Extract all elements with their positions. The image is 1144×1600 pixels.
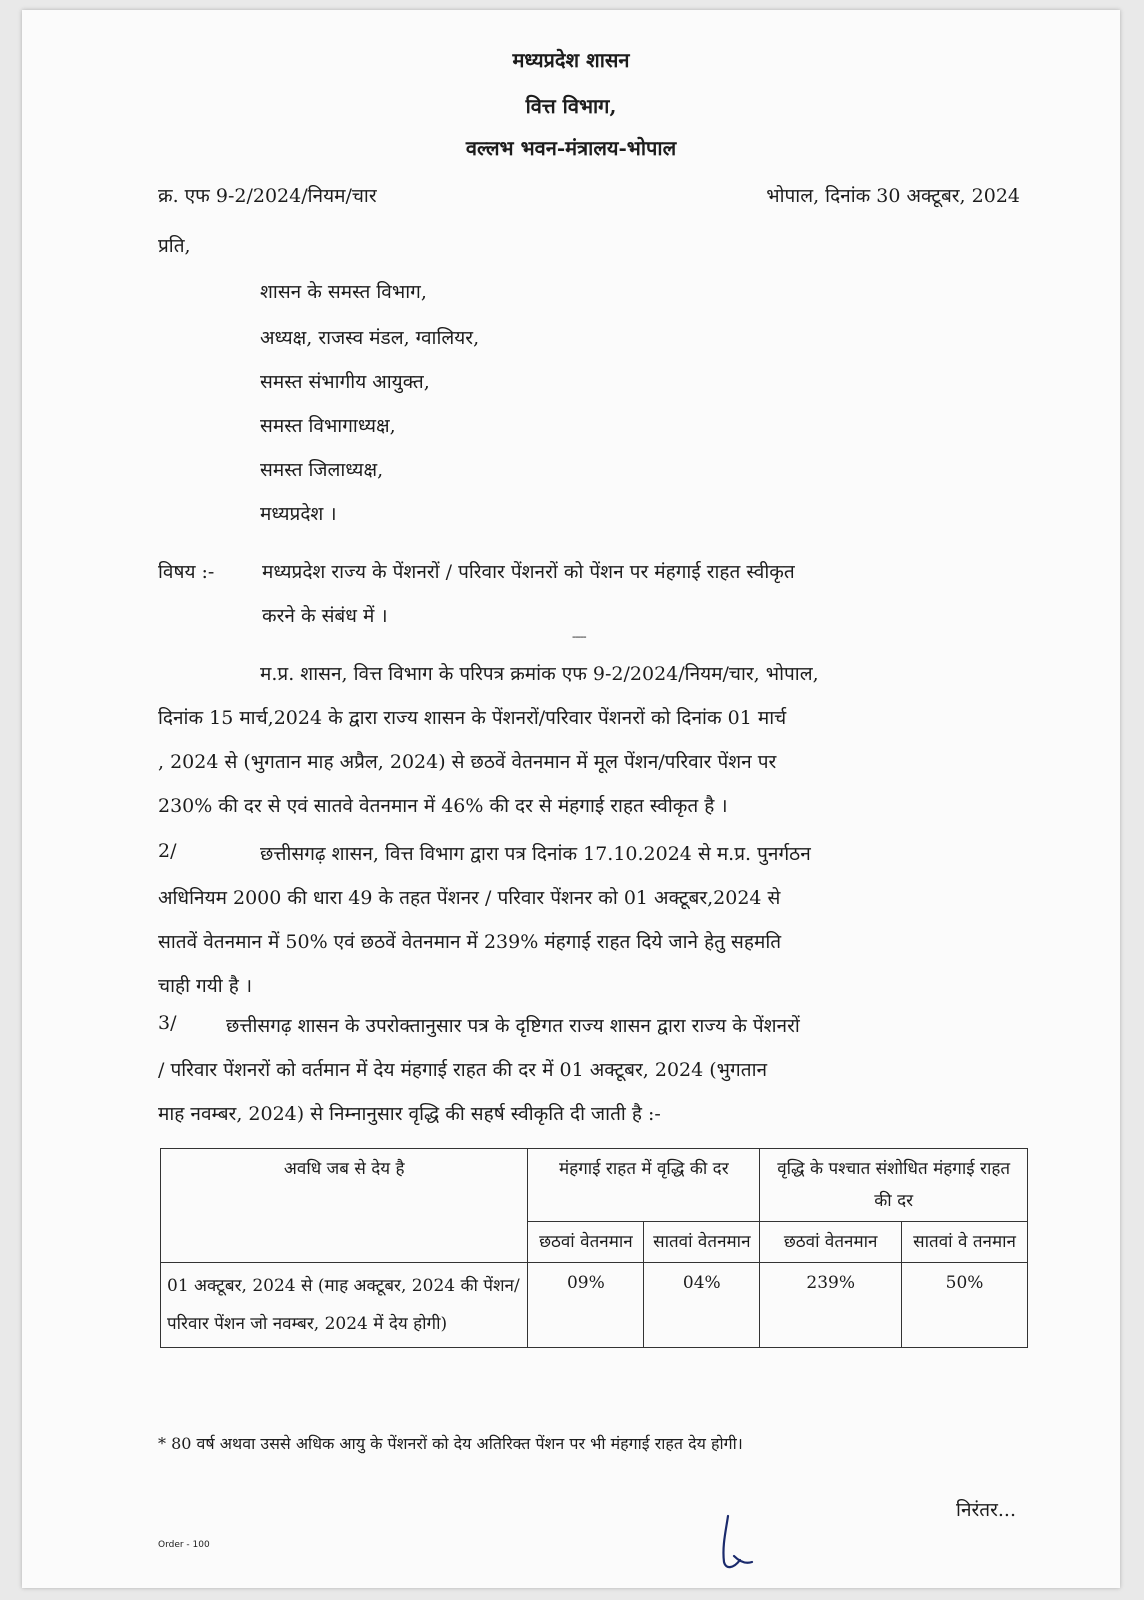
to-label: प्रति, [158, 235, 191, 257]
paragraph-2-line: अधिनियम 2000 की धारा 49 के तहत पेंशनर / परिवार पेंशनर को 01 अक्टूबर,2024 से [158, 887, 781, 909]
subheader-sixth-pay: छठवां वेतनमान [528, 1222, 644, 1263]
header-increase-rate: मंहगाई राहत में वृद्धि की दर [528, 1149, 760, 1222]
recipient: समस्त जिलाध्यक्ष, [260, 459, 384, 481]
paragraph-3-line: माह नवम्बर, 2024) से निम्नानुसार वृद्धि की सहर्ष स्वीकृति दी जाती है :- [158, 1103, 661, 1125]
signature-mark [714, 1512, 754, 1572]
paragraph-1-line: , 2024 से (भुगतान माह अप्रैल, 2024) से छठवें वेतनमान में मूल पेंशन/परिवार पेंशन पर [158, 751, 777, 773]
paragraph-2-line: छत्तीसगढ़ शासन, वित्त विभाग द्वारा पत्र दिनांक 17.10.2024 से म.प्र. पुनर्गठन [260, 843, 811, 865]
footnote: * 80 वर्ष अथवा उससे अधिक आयु के पेंशनरों को देय अतिरिक्त पेंशन पर भी मंहगाई राहत देय होगी। [158, 1434, 743, 1453]
table-row [161, 1263, 1028, 1348]
paragraph-3-number: 3/ [158, 1012, 177, 1034]
paragraph-1-line: 230% की दर से एवं सातवे वेतनमान में 46% की दर से मंहगाई राहत स्वीकृत है । [158, 795, 728, 817]
subject-text: मध्यप्रदेश राज्य के पेंशनरों / परिवार पेंशनरों को पेंशन पर मंहगाई राहत स्वीकृत [262, 561, 795, 583]
subject-label: विषय :- [158, 561, 215, 583]
subheader-seventh-pay: सातवां वेतनमान [644, 1222, 760, 1263]
recipient: अध्यक्ष, राजस्व मंडल, ग्वालियर, [260, 327, 480, 349]
recipient: मध्यप्रदेश । [260, 503, 337, 525]
recipient: समस्त विभागाध्यक्ष, [260, 415, 396, 437]
continued-marker: निरंतर... [956, 1499, 1016, 1521]
dearness-relief-table [160, 1148, 1028, 1348]
paragraph-3-line: / परिवार पेंशनरों को वर्तमान में देय मंहगाई राहत की दर में 01 अक्टूबर, 2024 (भुगतान [158, 1059, 768, 1081]
header-address: वल्लभ भवन-मंत्रालय-भोपाल [465, 136, 677, 160]
table-header-row [161, 1149, 1028, 1222]
subject-text: करने के संबंध में । [262, 605, 388, 627]
cell-revised-sixth: 239% [760, 1263, 902, 1348]
paragraph-2-line: चाही गयी है । [158, 975, 253, 997]
paragraph-3-line: छत्तीसगढ़ शासन के उपरोक्तानुसार पत्र के दृष्टिगत राज्य शासन द्वारा राज्य के पेंशनरों [226, 1015, 800, 1037]
paragraph-1-line: म.प्र. शासन, वित्त विभाग के परिपत्र क्रमांक एफ 9-2/2024/नियम/चार, भोपाल, [260, 663, 819, 685]
order-number: Order - 100 [158, 1540, 210, 1550]
header-period: अवधि जब से देय है [161, 1149, 528, 1263]
subject-separator: ----- [572, 630, 586, 643]
document-page [22, 10, 1120, 1588]
subheader-seventh-pay-revised: सातवां वे तनमान [902, 1222, 1028, 1263]
paragraph-2-line: सातवें वेतनमान में 50% एवं छठवें वेतनमान में 239% मंहगाई राहत दिये जाने हेतु सहमति [158, 931, 782, 953]
header-department: वित्त विभाग, [525, 94, 617, 118]
cell-increase-sixth: 09% [528, 1263, 644, 1348]
recipient: शासन के समस्त विभाग, [260, 281, 427, 303]
reference-number: क्र. एफ 9-2/2024/नियम/चार [158, 185, 377, 207]
paragraph-2-number: 2/ [158, 840, 177, 862]
recipient: समस्त संभागीय आयुक्त, [260, 371, 430, 393]
cell-period: 01 अक्टूबर, 2024 से (माह अक्टूबर, 2024 की पेंशन/परिवार पेंशन जो नवम्बर, 2024 में देय होगी) [161, 1263, 528, 1348]
letter-date: भोपाल, दिनांक 30 अक्टूबर, 2024 [766, 185, 1020, 207]
cell-revised-seventh: 50% [902, 1263, 1028, 1348]
paragraph-1-line: दिनांक 15 मार्च,2024 के द्वारा राज्य शासन के पेंशनरों/परिवार पेंशनरों को दिनांक 01 मार्च [158, 707, 787, 729]
header-revised-rate: वृद्धि के पश्चात संशोधित मंहगाई राहत की दर [760, 1149, 1028, 1222]
header-government: मध्यप्रदेश शासन [512, 48, 630, 72]
cell-increase-seventh: 04% [644, 1263, 760, 1348]
subheader-sixth-pay-revised: छठवां वेतनमान [760, 1222, 902, 1263]
